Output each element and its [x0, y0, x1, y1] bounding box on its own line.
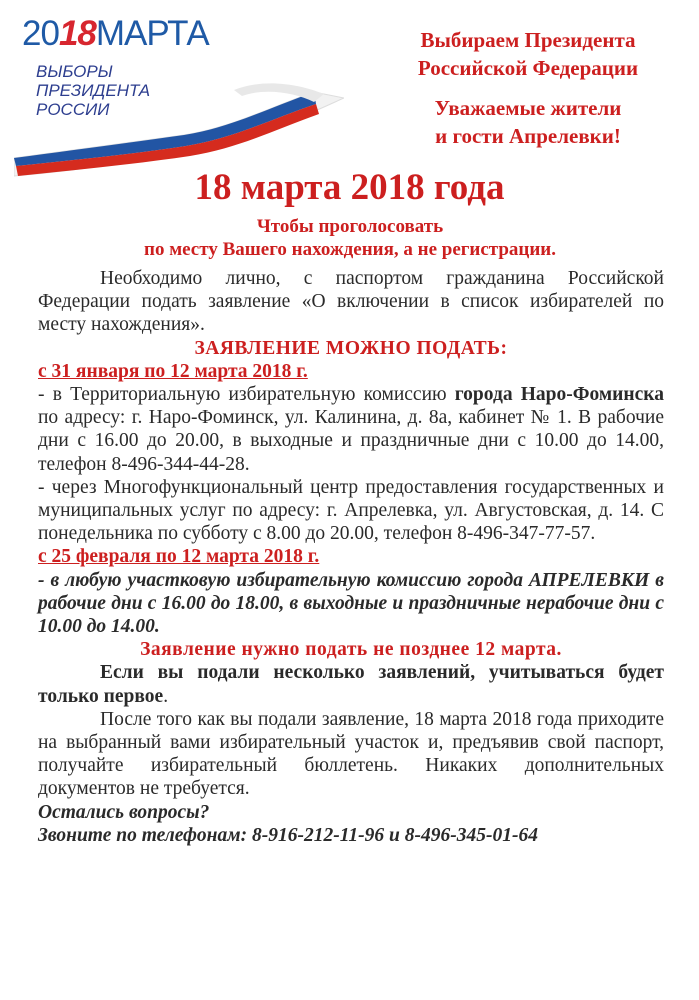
greeting-line: Уважаемые жители	[434, 96, 622, 120]
tik-paragraph: - в Территориальную избирательную комиссию города Наро-Фоминска по адресу: г. Наро-Фоминск, ул. Калинина, д. 8а, кабинет № 1. В рабочие дни с 16.00 до 20.00, в выходные и праздничные дни с 10.00 до 14.00, телефон 8-496-344-44-28.	[38, 384, 665, 475]
greeting-line: и гости Апрелевки!	[435, 124, 621, 148]
uik-paragraph: - в любую участковую избирательную комиссию города АПРЕЛЕВКИ в рабочие дни с 16.00 до 18.00, в выходные и праздничные нерабочие дни с 10.00 до 14.00.	[38, 569, 664, 638]
mfc-paragraph: - через Многофункциональный центр предоставления государственных и муниципальных услуг по адресу: г. Апрелевка, ул. Августовская, д. 14. С понедельника по субботу с 8.00 до 20.00, телефон 8-496-347-77-57.	[38, 476, 664, 545]
flag-ribbon-icon	[14, 80, 344, 180]
several-applications-note: Если вы подали несколько заявлений, учитываться будет только первое.	[38, 662, 664, 707]
election-date-title: 18 марта 2018 года	[194, 167, 505, 208]
phones-line: Звоните по телефонам: 8-916-212-11-96 и 8-496-345-01-64	[38, 824, 538, 846]
period1-label: с 31 января по 12 марта 2018 г.	[38, 360, 308, 382]
deadline-notice: Заявление нужно подать не позднее 12 марта.	[140, 639, 562, 661]
election-logo	[14, 10, 344, 185]
header-line: Выбираем Президента	[420, 28, 636, 52]
questions-line: Остались вопросы?	[38, 801, 210, 823]
subtitle: Чтобы проголосовать по месту Вашего нахождения, а не регистрации.	[144, 216, 556, 260]
logo-subtitle: ВЫБОРЫ ПРЕЗИДЕНТА РОССИИ	[36, 62, 151, 119]
submit-heading: ЗАЯВЛЕНИЕ МОЖНО ПОДАТЬ:	[194, 337, 508, 359]
header-block	[372, 26, 684, 150]
voting-instructions: После того как вы подали заявление, 18 марта 2018 года приходите на выбранный вами избирательный участок и, предъявив свой паспорт, получайте избирательный бюллетень. Никаких дополнительных документов не требуется.	[38, 708, 664, 800]
intro-paragraph: Необходимо лично, с паспортом гражданина Российской Федерации подать заявление «О включении в список избирателей по месту нахождения».	[38, 268, 664, 336]
header-line: Российской Федерации	[417, 56, 639, 80]
logo-year: 2018МАРТА	[22, 14, 209, 53]
period2-label: с 25 февраля по 12 марта 2018 г.	[38, 546, 320, 568]
main-text	[38, 267, 664, 847]
